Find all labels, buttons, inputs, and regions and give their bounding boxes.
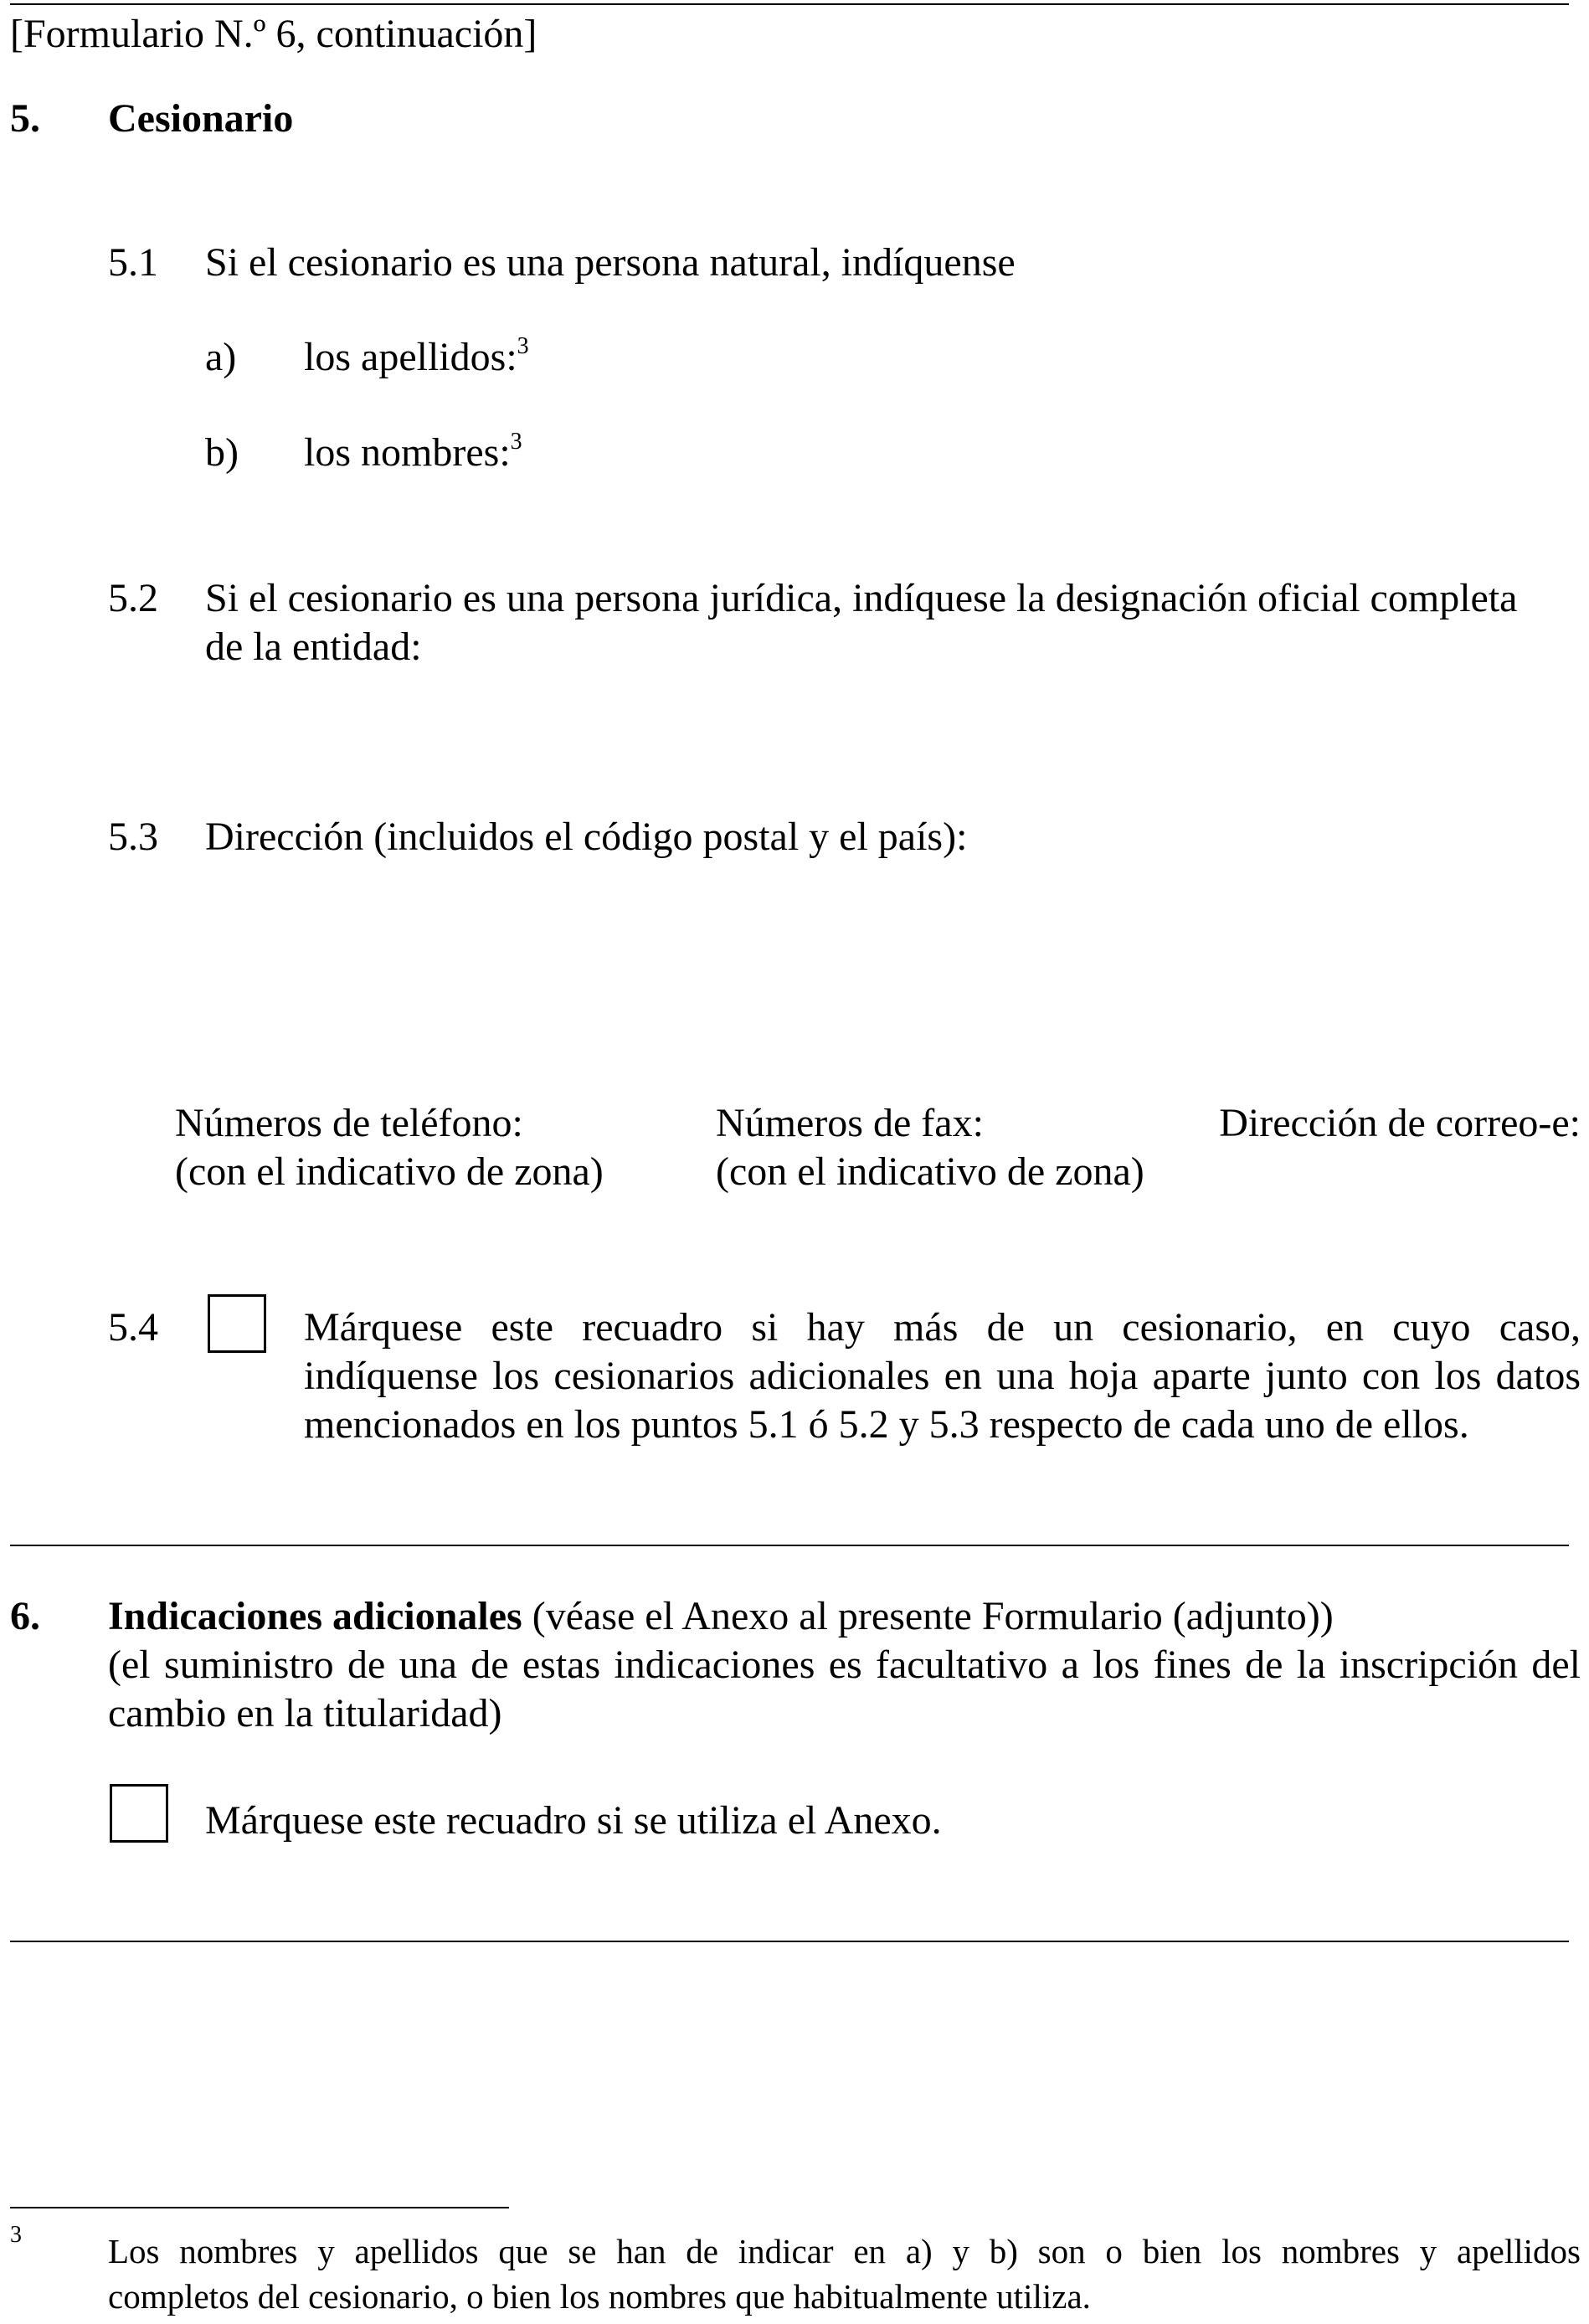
item-5-4-line2: indíquense los cesionarios adicionales en una hoja aparte junto con los datos bbox=[304, 1354, 1581, 1398]
phone-label: Números de teléfono: bbox=[175, 1101, 523, 1145]
annex-checkbox[interactable] bbox=[110, 1784, 168, 1843]
section-5-title: Cesionario bbox=[108, 96, 294, 141]
top-rule bbox=[10, 3, 1569, 5]
item-5-2-number: 5.2 bbox=[108, 576, 158, 620]
item-5-4-line1: Márquese este recuadro si hay más de un cesionario, en cuyo caso, bbox=[304, 1305, 1581, 1350]
footnote-ref-a: 3 bbox=[517, 333, 529, 359]
annex-checkbox-label: Márquese este recuadro si se utiliza el Anexo. bbox=[205, 1798, 942, 1843]
item-5-2-line1: Si el cesionario es una persona jurídica, indíquese la designación oficial completa bbox=[205, 576, 1518, 620]
section-6-title-note: (véase el Anexo al presente Formulario (adjunto)) bbox=[522, 1594, 1334, 1638]
item-5-4-number: 5.4 bbox=[108, 1305, 158, 1350]
item-5-1-text: Si el cesionario es una persona natural, indíquense bbox=[205, 240, 1016, 285]
section-6-number: 6. bbox=[10, 1594, 40, 1638]
item-5-4-line3: mencionados en los puntos 5.1 ó 5.2 y 5.3 respecto de cada uno de ellos. bbox=[304, 1402, 1469, 1447]
item-5-1-number: 5.1 bbox=[108, 240, 158, 285]
section-6-line2: (el suministro de una de estas indicaciones es facultativo a los fines de la inscripción del bbox=[108, 1643, 1581, 1687]
footnote-rule bbox=[10, 2207, 509, 2208]
given-names-label: los nombres: bbox=[304, 430, 511, 475]
footnote-line1: Los nombres y apellidos que se han de indicar en a) y b) son o bien los nombres y apellidos bbox=[108, 2232, 1581, 2270]
item-5-1-b-label: b) bbox=[205, 430, 239, 475]
form-reference: [Formulario N.º 6, continuación] bbox=[10, 12, 537, 56]
surnames-label: los apellidos: bbox=[304, 335, 517, 379]
footnote-line2: completos del cesionario, o bien los nombres que habitualmente utiliza. bbox=[108, 2277, 1091, 2316]
fax-label: Números de fax: bbox=[716, 1101, 984, 1145]
item-5-1-a-label: a) bbox=[205, 335, 237, 379]
email-label: Dirección de correo-e: bbox=[1219, 1101, 1581, 1145]
item-5-1-a-text bbox=[304, 333, 529, 388]
separator-rule-2 bbox=[10, 1941, 1569, 1942]
multiple-assignees-checkbox[interactable] bbox=[208, 1294, 266, 1353]
item-5-1-b-text bbox=[304, 429, 522, 483]
footnote-marker: 3 bbox=[10, 2222, 22, 2248]
section-6-heading bbox=[108, 1592, 1334, 1641]
phone-sublabel: (con el indicativo de zona) bbox=[175, 1149, 604, 1194]
section-5-number: 5. bbox=[10, 96, 40, 141]
item-5-3-text: Dirección (incluidos el código postal y el país): bbox=[205, 815, 968, 859]
item-5-2-line2: de la entidad: bbox=[205, 625, 422, 669]
fax-sublabel: (con el indicativo de zona) bbox=[716, 1149, 1144, 1194]
section-6-title: Indicaciones adicionales bbox=[108, 1594, 522, 1638]
separator-rule-1 bbox=[10, 1545, 1569, 1546]
footnote-ref-b: 3 bbox=[510, 429, 522, 455]
item-5-3-number: 5.3 bbox=[108, 815, 158, 859]
section-6-line3: cambio en la titularidad) bbox=[108, 1691, 502, 1735]
